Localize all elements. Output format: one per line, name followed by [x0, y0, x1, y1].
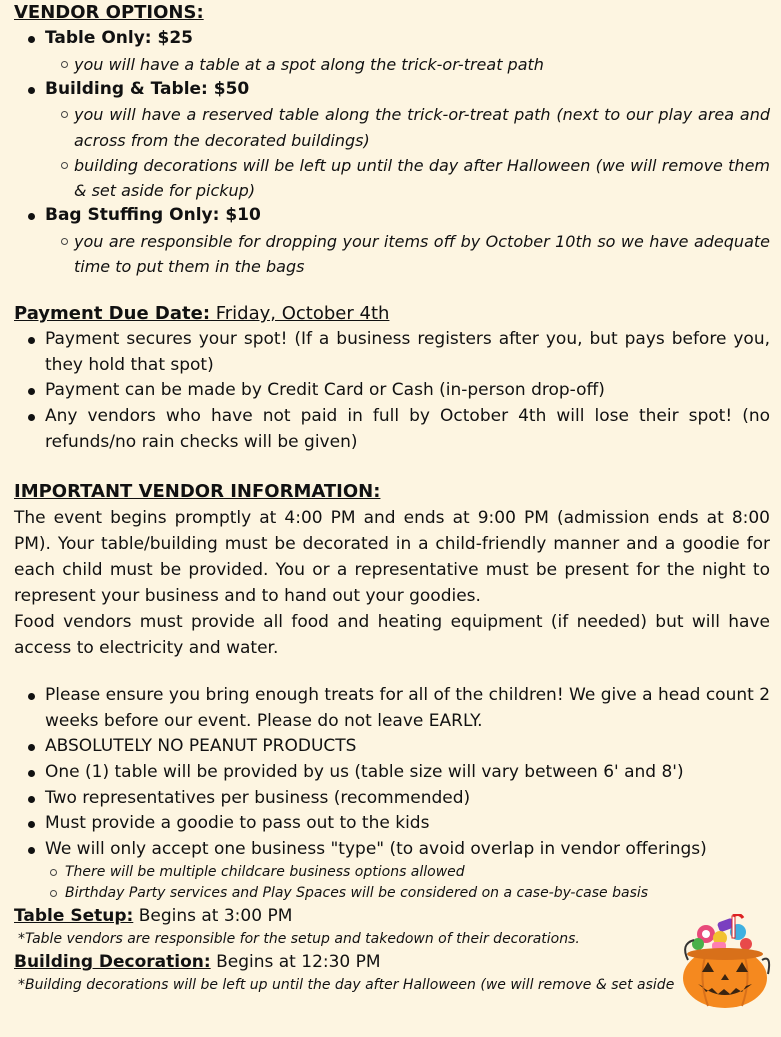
vendor-option-item	[14, 203, 770, 279]
payment-item: Payment can be made by Credit Card or Cash (in-person drop-off)	[14, 378, 770, 404]
payment-due-date: Friday, October 4th	[210, 303, 390, 325]
table-setup-time: Begins at 3:00 PM	[133, 906, 293, 927]
table-setup-heading: Table Setup:	[14, 906, 134, 927]
important-item: Must provide a goodie to pass out to the kids	[14, 811, 770, 837]
business-type-note: There will be multiple childcare business options allowed	[45, 862, 770, 883]
table-setup-line	[14, 904, 770, 928]
vendor-option-label: Building & Table: $50	[45, 78, 250, 99]
jack-o-lantern-candy-bucket-icon	[676, 914, 774, 1010]
vendor-option-detail: you are responsible for dropping your items off by October 10th so we have adequate time to put them in the bags	[45, 229, 770, 279]
payment-heading: Payment Due Date:	[14, 303, 211, 325]
important-item: Please ensure you bring enough treats for all of the children! We give a head count 2 weeks before our event. Please do not leave EARLY.	[14, 683, 770, 734]
table-setup-note: *Table vendors are responsible for the setup and takedown of their decorations.	[18, 931, 580, 948]
vendor-option-detail: you will have a table at a spot along the trick-or-treat path	[45, 52, 770, 77]
payment-heading-line	[14, 301, 770, 327]
important-item: We will only accept one business "type" (to avoid overlap in vendor offerings)	[14, 837, 770, 863]
vendor-option-item	[14, 26, 770, 77]
important-item: One (1) table will be provided by us (table size will vary between 6' and 8')	[14, 760, 770, 786]
important-info-section	[14, 479, 770, 904]
building-decoration-note: *Building decorations will be left up until the day after Halloween (we will remove & set aside	[18, 977, 675, 994]
vendor-info-document	[14, 0, 770, 996]
table-setup-section	[14, 904, 770, 950]
business-type-sublist	[14, 862, 770, 904]
vendor-option-label: Table Only: $25	[45, 28, 193, 48]
vendor-options-list	[14, 26, 770, 279]
vendor-options-section	[14, 0, 770, 279]
important-info-paragraph: The event begins promptly at 4:00 PM and ends at 9:00 PM (admission ends at 8:00 PM). Your table/building must be decorated in a child-friendly manner and a goodie for each child must be provided. You or a representative must be present for the night to represent your business and to hand out your goodies.	[14, 508, 770, 607]
payment-section	[14, 301, 770, 455]
important-item: Two representatives per business (recommended)	[14, 786, 770, 812]
payment-item: Any vendors who have not paid in full by October 4th will lose their spot! (no refunds/no rain checks will be given)	[14, 404, 770, 455]
vendor-option-detail: building decorations will be left up until the day after Halloween (we will remove them & set aside for pickup)	[45, 153, 770, 203]
building-decoration-line	[14, 950, 770, 974]
vendor-option-detail: you will have a reserved table along the trick-or-treat path (next to our play area and across from the decorated buildings)	[45, 102, 770, 152]
vendor-options-heading: VENDOR OPTIONS:	[14, 2, 204, 23]
important-item: ABSOLUTELY NO PEANUT PRODUCTS	[14, 734, 770, 760]
payment-item: Payment secures your spot! (If a business registers after you, but pays before you, they hold that spot)	[14, 327, 770, 378]
building-decoration-section	[14, 950, 770, 996]
building-decoration-heading: Building Decoration:	[14, 952, 211, 973]
payment-list	[14, 327, 770, 455]
important-info-heading: IMPORTANT VENDOR INFORMATION:	[14, 481, 381, 503]
vendor-option-item	[14, 77, 770, 203]
food-vendors-paragraph: Food vendors must provide all food and heating equipment (if needed) but will have access to electricity and water.	[14, 612, 770, 659]
business-type-note: Birthday Party services and Play Spaces will be considered on a case-by-case basis	[45, 883, 770, 904]
building-decoration-time: Begins at 12:30 PM	[210, 952, 381, 973]
vendor-option-label: Bag Stuffing Only: $10	[45, 205, 261, 226]
important-info-list	[14, 683, 770, 862]
